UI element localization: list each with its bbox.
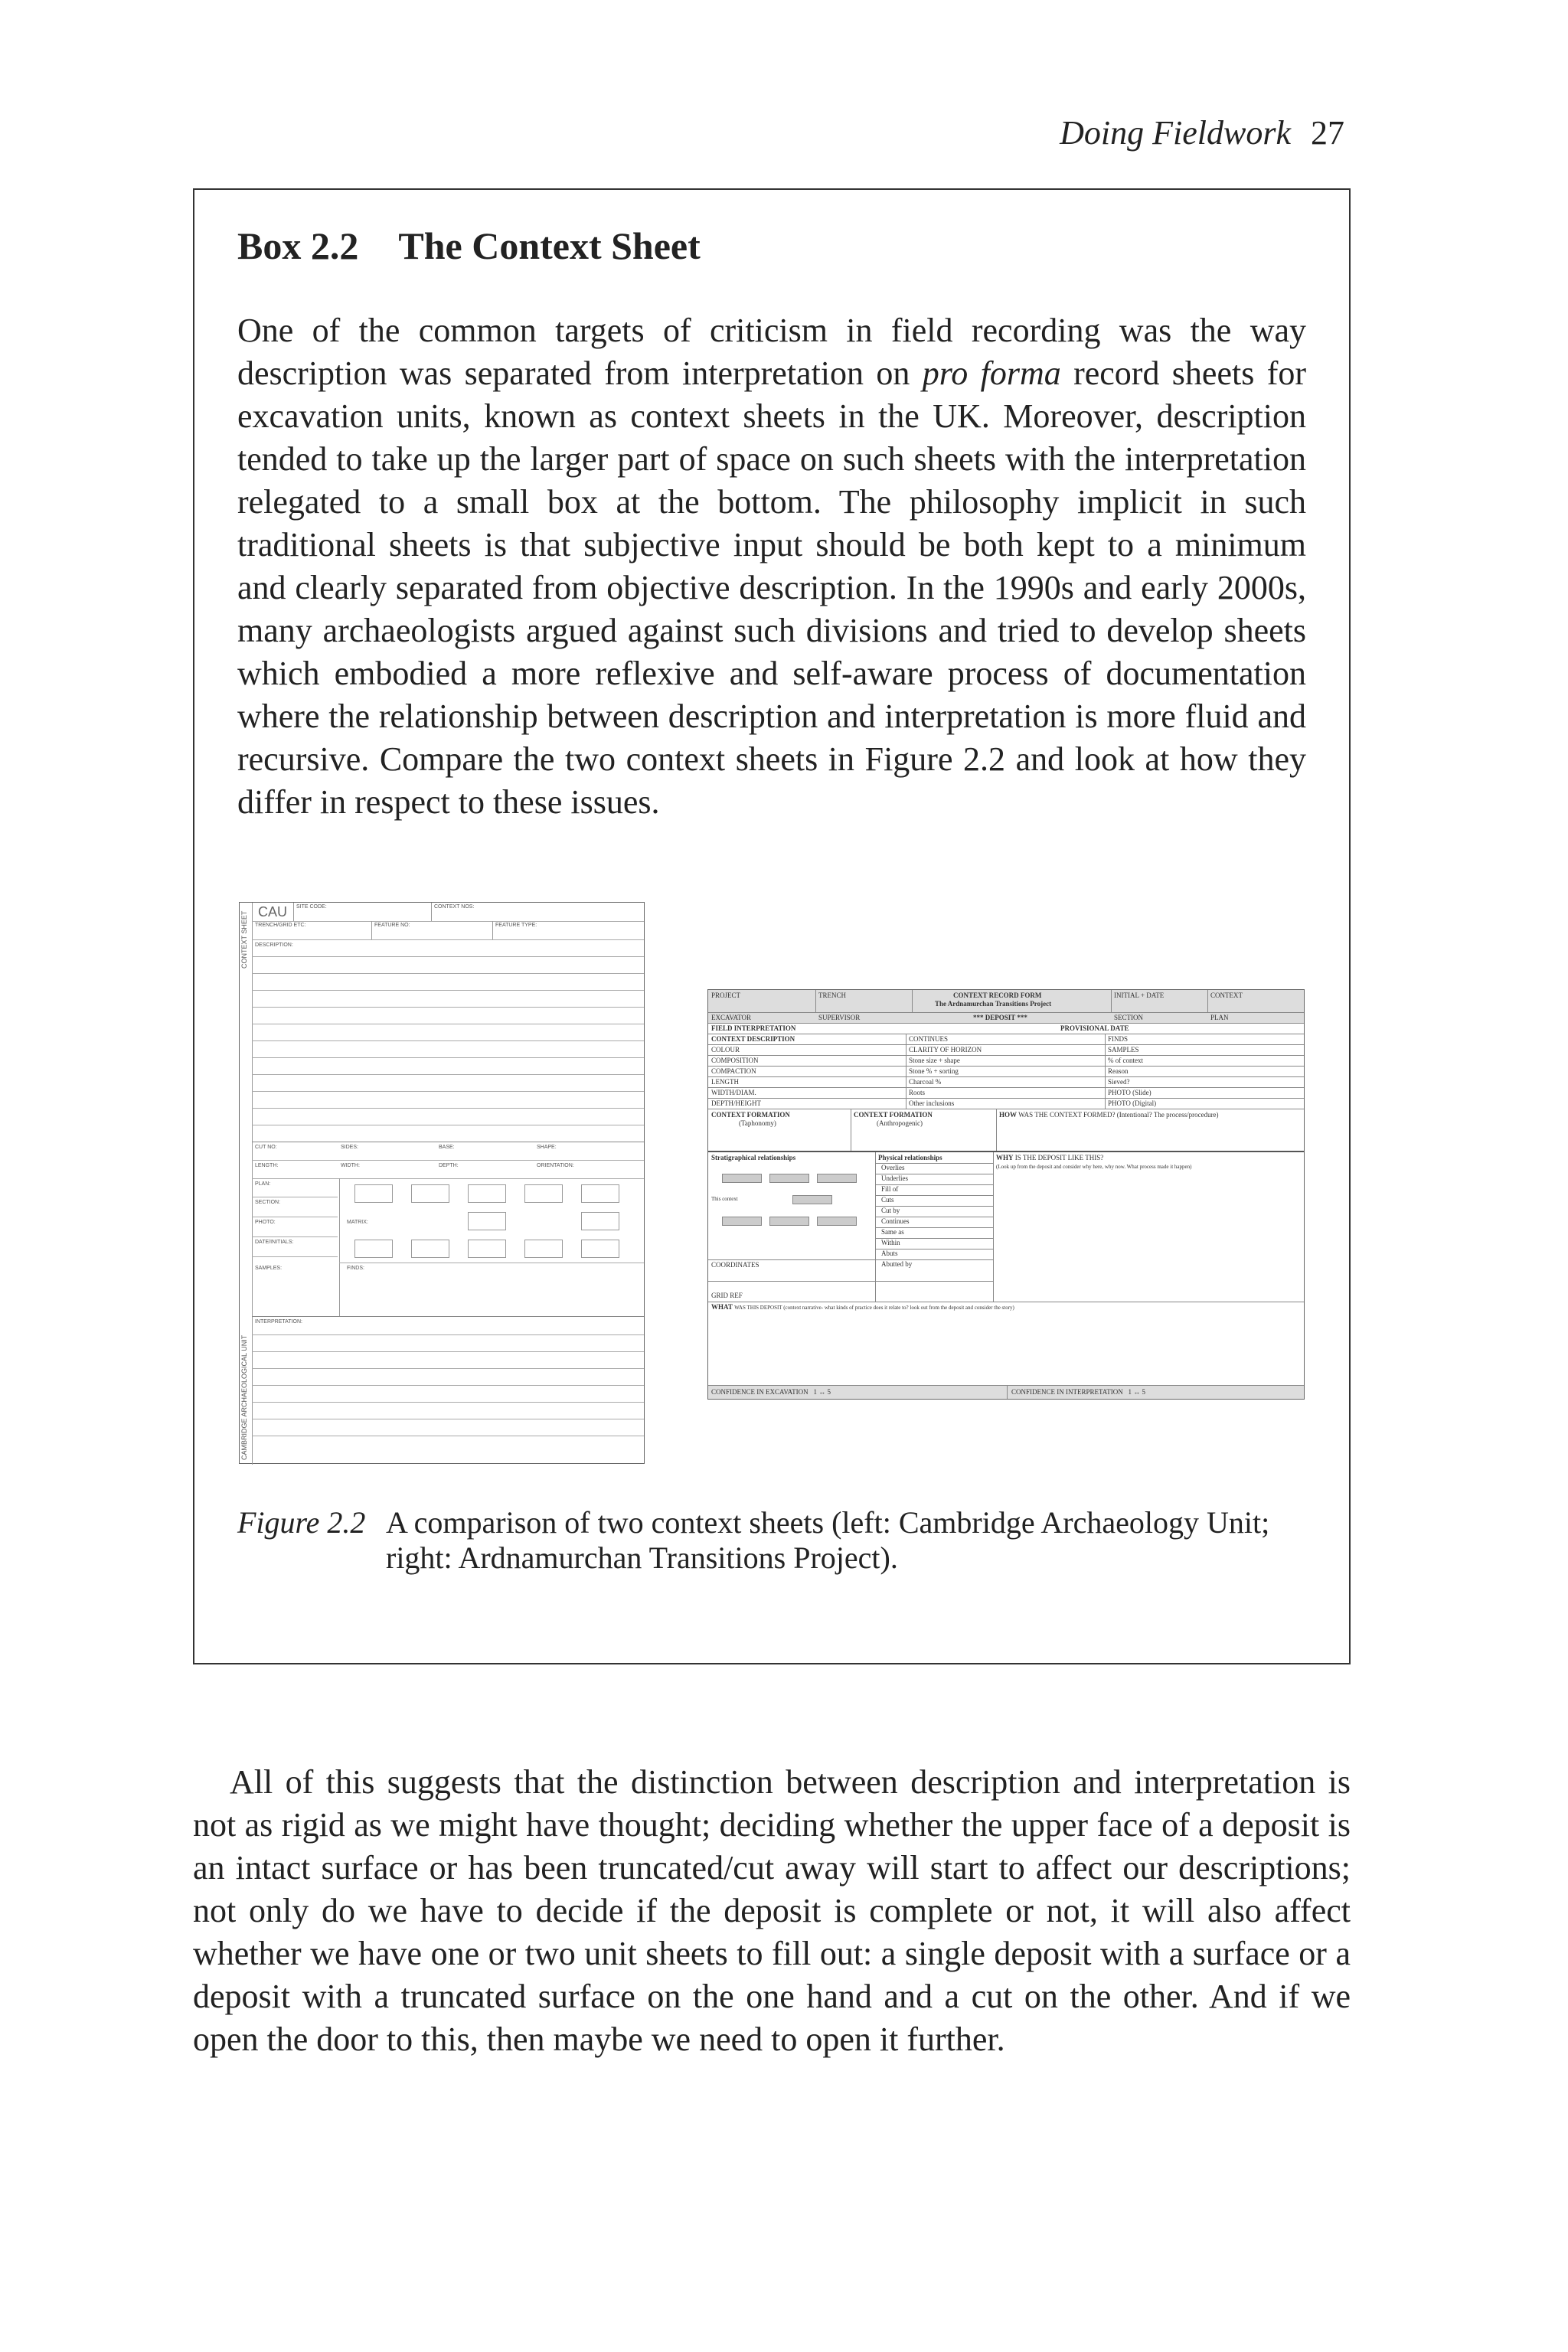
atp-desc-cell: PHOTO (Slide) — [1108, 1089, 1152, 1096]
atp-why — [996, 1154, 1103, 1162]
cau-site-code: SITE CODE: — [296, 904, 327, 910]
atp-desc-row — [708, 1067, 1304, 1077]
cau-width: WIDTH: — [341, 1163, 360, 1168]
atp-desc-cell: COMPACTION — [711, 1067, 756, 1075]
box-label: Box 2.2 — [237, 224, 359, 267]
atp-conf-int-scale: 1 ↔ 5 — [1128, 1388, 1146, 1396]
cau-side-label-bottom: CAMBRIDGE ARCHAEOLOGICAL UNIT — [240, 1334, 248, 1460]
atp-desc-cell: % of context — [1108, 1057, 1143, 1064]
box-paragraph-emphasis: pro forma — [922, 354, 1061, 392]
atp-anthropogenic: (Anthropogenic) — [877, 1119, 923, 1127]
box-heading — [237, 224, 701, 268]
atp-excavator: EXCAVATOR — [711, 1014, 752, 1021]
cau-matrix: MATRIX: — [347, 1220, 368, 1225]
atp-provisional-date: PROVISIONAL DATE — [1060, 1024, 1129, 1032]
running-head — [1060, 113, 1344, 152]
atp-phys-item: Underlies — [881, 1174, 908, 1182]
cau-sides: SIDES: — [341, 1145, 358, 1150]
atp-what-question: WAS THIS DEPOSIT (context narrative- what kinds of practice does it relate to? look out from the deposit and consider the story) — [734, 1305, 1014, 1311]
atp-supervisor: SUPERVISOR — [818, 1014, 861, 1021]
atp-how — [999, 1111, 1219, 1119]
atp-phys-item: Cuts — [881, 1196, 894, 1204]
cau-length: LENGTH: — [255, 1163, 279, 1168]
atp-section: SECTION — [1114, 1014, 1143, 1021]
atp-why-note: (Look up from the deposit and consider why here, why now. What process made it happen) — [996, 1164, 1192, 1170]
atp-continues: CONTINUES — [909, 1035, 948, 1043]
cau-samples: SAMPLES: — [255, 1266, 283, 1271]
atp-phys-item: Abutted by — [881, 1260, 913, 1268]
cau-base: BASE: — [439, 1145, 455, 1150]
atp-conf-exc — [711, 1388, 831, 1396]
atp-phys: Physical relationships — [878, 1154, 942, 1161]
atp-phys-item: Within — [881, 1239, 900, 1246]
atp-desc-row — [708, 1045, 1304, 1056]
atp-field-interpretation: FIELD INTERPRETATION — [711, 1024, 796, 1032]
atp-desc-row — [708, 1056, 1304, 1067]
atp-desc-cell: Charcoal % — [909, 1078, 942, 1086]
atp-strat: Stratigraphical relationships — [711, 1154, 796, 1161]
atp-desc-cell: Reason — [1108, 1067, 1129, 1075]
cau-shape: SHAPE: — [537, 1145, 557, 1150]
figure-label: Figure 2.2 — [237, 1505, 366, 1540]
atp-how-label: HOW — [999, 1111, 1018, 1119]
atp-desc-cell: DEPTH/HEIGHT — [711, 1099, 761, 1107]
atp-desc-cell: LENGTH — [711, 1078, 739, 1086]
figure-caption — [237, 1505, 1306, 1576]
cau-feature-no: FEATURE NO: — [374, 923, 410, 928]
atp-desc-cell: Roots — [909, 1089, 926, 1096]
atp-phys-item: Overlies — [881, 1164, 905, 1171]
box-paragraph-part: One of the common targets of criticism in field recording was the way description was separated from interpretation on — [237, 312, 1306, 392]
cau-side-label-top: CONTEXT SHEET — [240, 910, 248, 969]
atp-desc-cell: Stone % + sorting — [909, 1067, 959, 1075]
cau-depth: DEPTH: — [439, 1163, 459, 1168]
cau-photo: PHOTO: — [255, 1220, 276, 1225]
atp-desc-cell: Other inclusions — [909, 1099, 955, 1107]
atp-taphonomy: (Taphonomy) — [739, 1119, 776, 1127]
atp-trench: TRENCH — [818, 991, 846, 999]
running-head-title: Doing Fieldwork — [1060, 114, 1291, 152]
atp-conf-exc-scale: 1 ↔ 5 — [813, 1388, 831, 1396]
atp-this-context: This context — [711, 1196, 738, 1202]
cau-logo-text: CAU — [258, 904, 288, 920]
atp-phys-item: Same as — [881, 1228, 904, 1236]
cau-finds: FINDS: — [347, 1266, 364, 1271]
atp-form-subtitle: The Ardnamurchan Transitions Project — [935, 1000, 1052, 1008]
atp-conf-exc-label: CONFIDENCE IN EXCAVATION — [711, 1388, 808, 1396]
box-paragraph-part: record sheets for excavation units, known as context sheets in the UK. Moreover, description tended to take up the larger part of space on such sheets with the interpretation relegated to a small box at the bottom. The philosophy implicit in such traditional sheets is that subjective input should be both kept to a minimum and clearly separated from objective description. In the 1990s and early 2000s, many archaeologists argued against such divisions and tried to develop sheets which embodied a more reflexive and self-aware process of documentation where the relationship between description and interpretation is more fluid and recursive. Compare the two context sheets in Figure 2.2 and look at how they differ in respect to these issues. — [237, 354, 1307, 821]
atp-finds: FINDS — [1108, 1035, 1129, 1043]
atp-desc-cell: COMPOSITION — [711, 1057, 759, 1064]
box-paragraph — [237, 309, 1306, 824]
cau-trench: TRENCH/GRID ETC: — [255, 923, 306, 928]
atp-desc-cell: WIDTH/DIAM. — [711, 1089, 756, 1096]
atp-desc-row — [708, 1077, 1304, 1088]
atp-desc-cell: SAMPLES — [1108, 1046, 1139, 1054]
atp-project: PROJECT — [711, 991, 741, 999]
cau-interpretation: INTERPRETATION: — [255, 1319, 302, 1325]
atp-coordinates: COORDINATES — [711, 1261, 760, 1269]
atp-desc-cell: PHOTO (Digital) — [1108, 1099, 1157, 1107]
atp-what-label: WHAT — [711, 1303, 733, 1311]
atp-conf-int-label: CONFIDENCE IN INTERPRETATION — [1011, 1388, 1123, 1396]
atp-why-label: WHY — [996, 1154, 1014, 1161]
cau-context-sheet — [239, 902, 645, 1464]
atp-context: CONTEXT — [1210, 991, 1243, 999]
cau-feature-type: FEATURE TYPE: — [495, 923, 537, 928]
box-title: The Context Sheet — [398, 224, 701, 267]
atp-form-title: CONTEXT RECORD FORM — [953, 991, 1042, 999]
atp-desc-row — [708, 1088, 1304, 1099]
cau-description: DESCRIPTION: — [255, 942, 293, 948]
atp-conf-int — [1011, 1388, 1145, 1396]
atp-how-question: WAS THE CONTEXT FORMED? (Intentional? The process/procedure) — [1018, 1111, 1219, 1119]
atp-phys-item: Continues — [881, 1217, 910, 1225]
cau-date-initials: DATE/INITIALS: — [255, 1240, 294, 1245]
atp-phys-item: Cut by — [881, 1207, 900, 1214]
atp-desc-cell: CLARITY OF HORIZON — [909, 1046, 982, 1054]
cau-context-nos: CONTEXT NOS: — [434, 904, 475, 910]
cau-cut-no: CUT NO: — [255, 1145, 277, 1150]
atp-formation-taph: CONTEXT FORMATION — [711, 1111, 790, 1119]
atp-desc-cell: Stone size + shape — [909, 1057, 960, 1064]
atp-desc-row — [708, 1099, 1304, 1109]
cau-section: SECTION: — [255, 1200, 281, 1205]
atp-desc-cell: Sieved? — [1108, 1078, 1130, 1086]
cau-orientation: ORIENTATION: — [537, 1163, 574, 1168]
figure-caption-text: A comparison of two context sheets (left: Cambridge Archaeology Unit; right: Ardnamurchan Transitions Project). — [386, 1505, 1270, 1575]
atp-plan: PLAN — [1210, 1014, 1229, 1021]
atp-why-question: IS THE DEPOSIT LIKE THIS? — [1014, 1154, 1104, 1161]
atp-desc-cell: COLOUR — [711, 1046, 740, 1054]
atp-what — [711, 1303, 1014, 1312]
page-number: 27 — [1311, 114, 1344, 152]
body-paragraph: All of this suggests that the distinction between description and interpretation is not as rigid as we might have thought; deciding whether the upper face of a deposit is an intact surface or has been truncated/cut away will start to affect our descriptions; not only do we have to decide if the deposit is complete or not, it will also affect whether we have one or two unit sheets to fill out: a single deposit with a surface or a deposit with a truncated surface on the one hand and a cut on the other. And if we open the door to this, then maybe we need to open it further. — [193, 1763, 1351, 2058]
atp-phys-item: Fill of — [881, 1185, 899, 1193]
cau-plan: PLAN: — [255, 1181, 271, 1187]
atp-initial-date: INITIAL + DATE — [1114, 991, 1165, 999]
ardnamurchan-context-form — [707, 989, 1305, 1400]
atp-deposit: *** DEPOSIT *** — [973, 1014, 1027, 1021]
atp-phys-item: Abuts — [881, 1250, 898, 1257]
atp-context-description: CONTEXT DESCRIPTION — [711, 1035, 795, 1043]
atp-grid-ref: GRID REF — [711, 1292, 743, 1299]
atp-formation-anth: CONTEXT FORMATION — [854, 1111, 933, 1119]
